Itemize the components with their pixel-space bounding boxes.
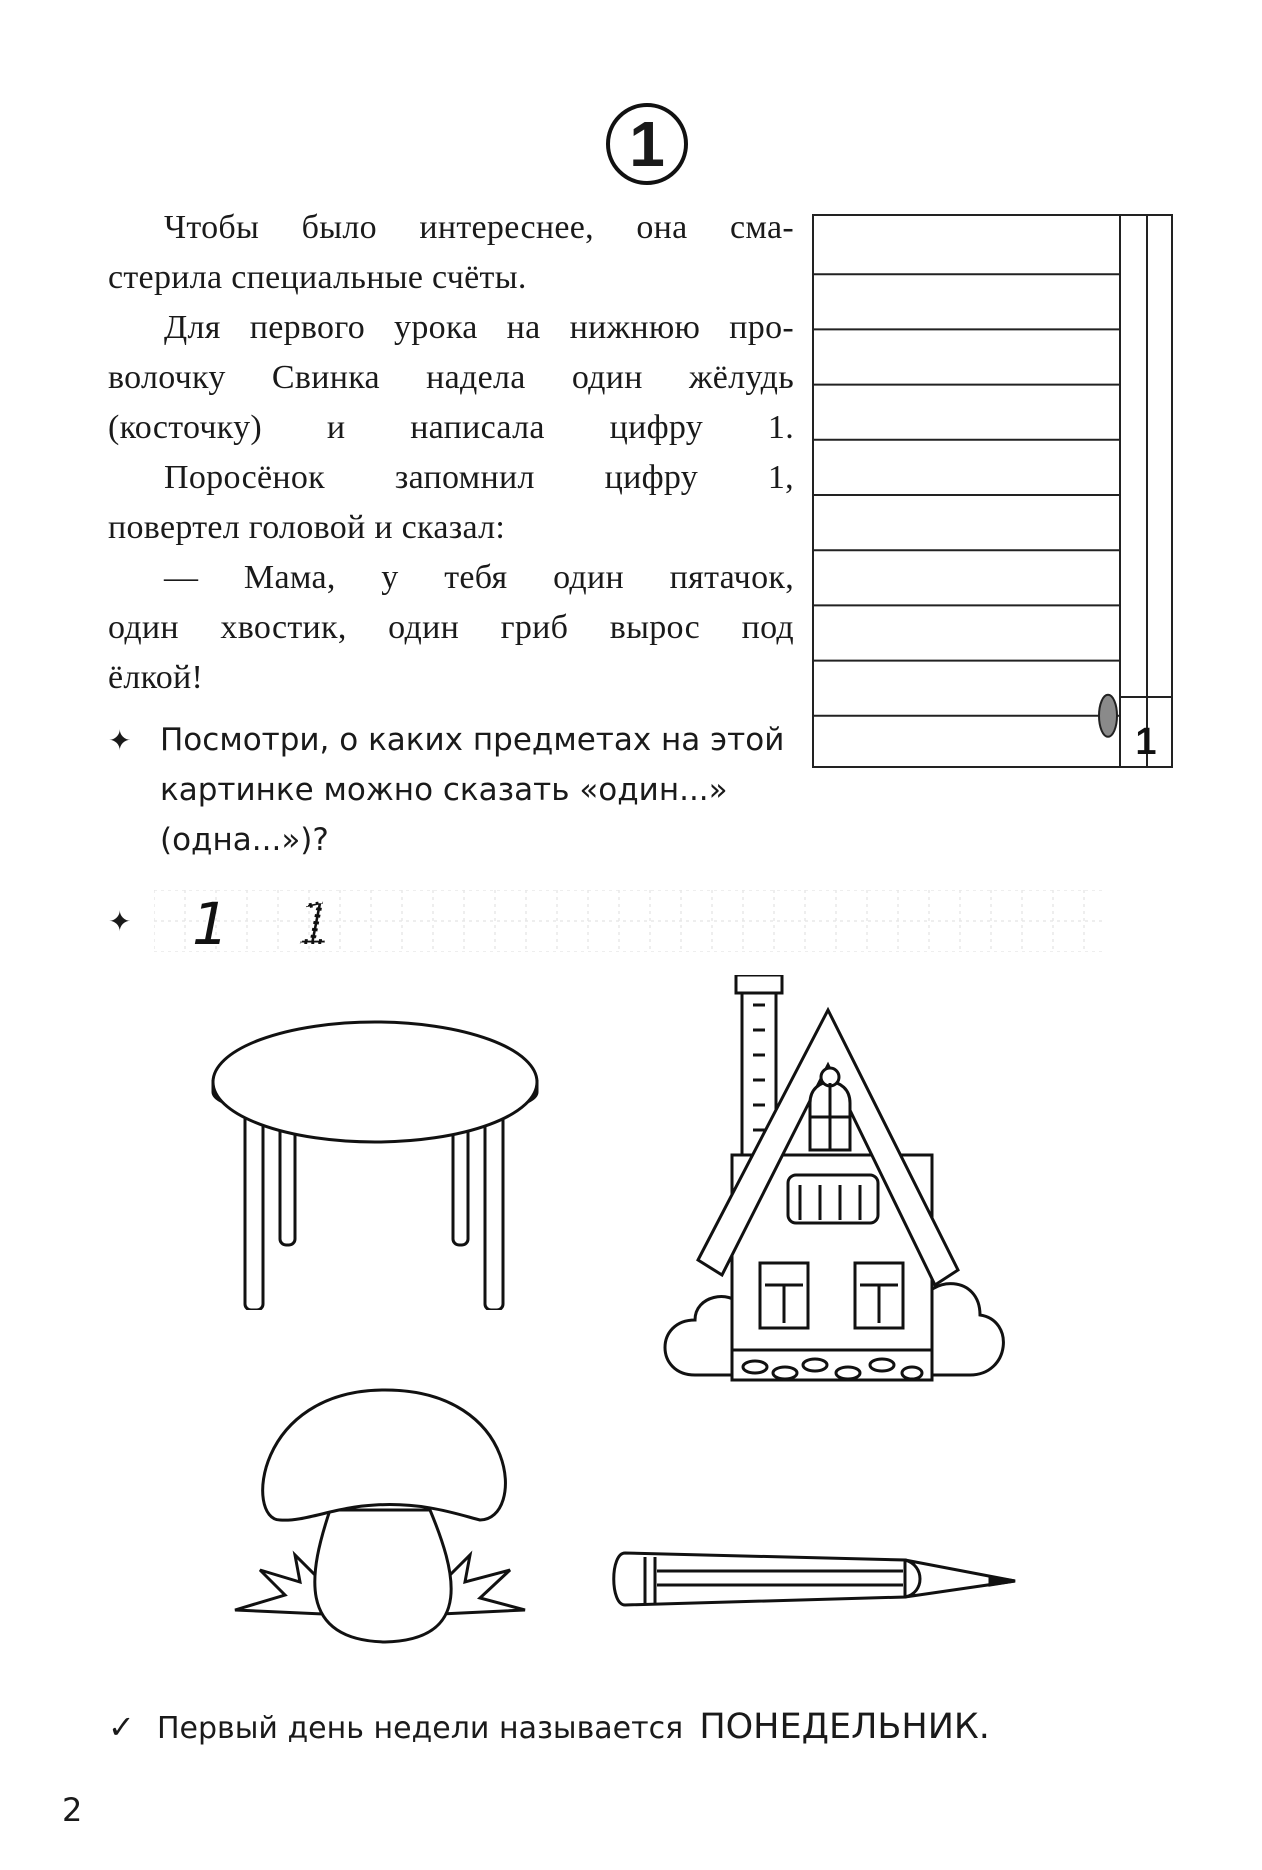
- star-icon: ✦: [108, 724, 132, 757]
- story-line: (косточку) и написала цифру 1.: [108, 409, 794, 446]
- copybook-grid[interactable]: [154, 890, 1104, 952]
- pencil-illustration: [605, 1525, 1025, 1635]
- story-line: — Мама, у тебя один пятачок,: [164, 559, 794, 596]
- story-paragraph-3: [108, 453, 794, 553]
- story-paragraph-1: [108, 203, 794, 303]
- lesson-number: 1: [629, 108, 665, 180]
- story-line: Чтобы было интереснее, она сма-: [164, 209, 794, 246]
- story-line: стерила специальные счёты.: [108, 259, 527, 296]
- abacus-figure: [812, 214, 1173, 768]
- star-icon: ✦: [108, 905, 132, 938]
- story-line: один хвостик, один гриб вырос под: [108, 609, 794, 646]
- task-observe: [160, 715, 800, 865]
- story-line: Поросёнок запомнил цифру 1,: [164, 459, 794, 496]
- check-icon: ✓: [108, 1708, 135, 1746]
- house-illustration: [650, 975, 1010, 1410]
- story-paragraph-4: [108, 553, 794, 703]
- weekday-note: [108, 1703, 990, 1753]
- abacus-digit: 1: [1135, 721, 1157, 763]
- page-number: 2: [62, 1791, 83, 1829]
- abacus-frame: [813, 215, 1172, 767]
- story-line: Для первого урока на нижнюю про-: [164, 309, 794, 346]
- story-paragraph-2: [108, 303, 794, 453]
- task-line: картинке можно сказать «один...»: [160, 772, 728, 808]
- task-write-marker: [108, 896, 131, 947]
- lesson-number-badge: [606, 103, 688, 185]
- story-line: повертел головой и сказал:: [108, 509, 506, 546]
- acorn-bead: [1099, 695, 1117, 737]
- digit-sample: 1: [192, 890, 229, 952]
- weekday-note-word: ПОНЕДЕЛЬНИК.: [699, 1707, 990, 1747]
- task-line: Посмотри, о каких предметах на этой: [160, 722, 785, 758]
- story-line: ёлкой!: [108, 659, 204, 696]
- digit-dotted-sample: 1: [297, 890, 334, 952]
- story-line: волочку Свинка надела один жёлудь: [108, 359, 794, 396]
- task-observe-marker: [108, 715, 131, 766]
- table-illustration: [205, 1010, 545, 1310]
- mushroom-illustration: [225, 1370, 535, 1650]
- task-line: (одна...»)?: [160, 822, 329, 858]
- weekday-note-text: Первый день недели называется: [156, 1711, 684, 1746]
